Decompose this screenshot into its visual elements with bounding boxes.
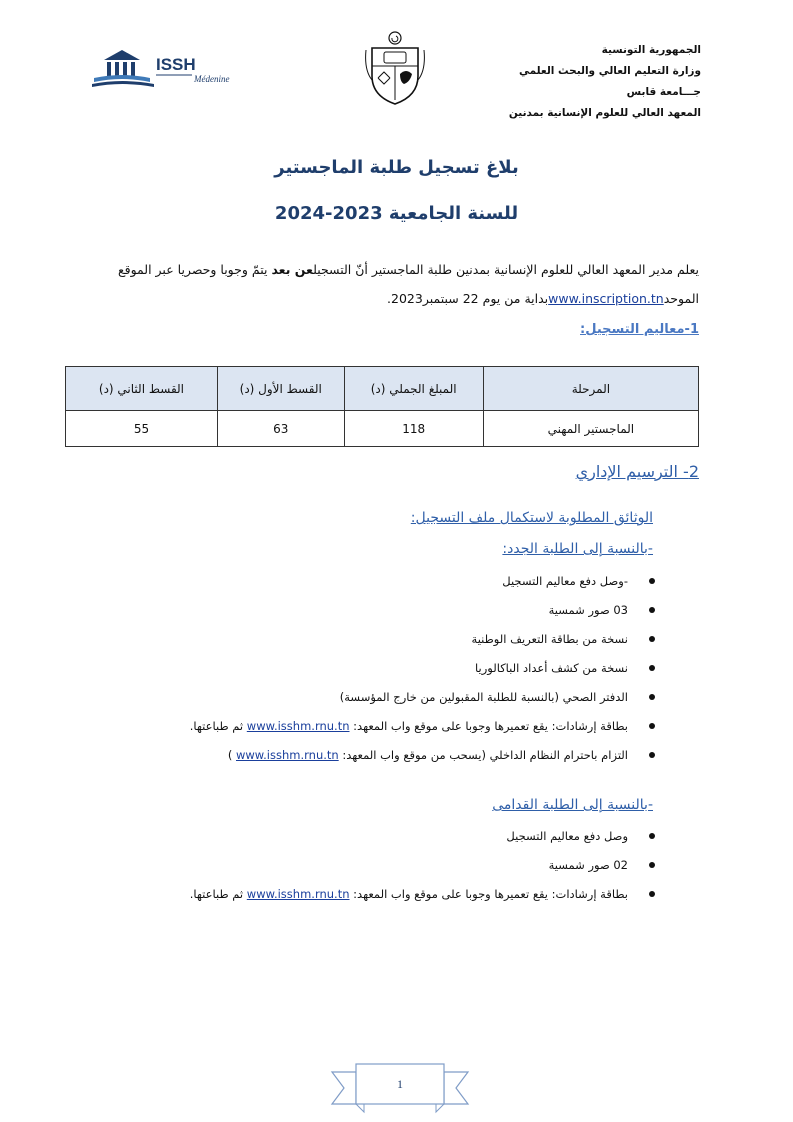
isshm-link[interactable]: www.isshm.rnu.tn bbox=[235, 748, 339, 762]
list-item-text: الدفتر الصحي (بالنسبة للطلبة المقبولين من خارج المؤسسة) bbox=[339, 690, 628, 704]
intro-part3: بداية من يوم 22 سبتمبر2023. bbox=[387, 291, 549, 306]
bullet-icon bbox=[649, 891, 655, 897]
header-line-institute: المعهد العالي للعلوم الإنسانية بمدنين bbox=[508, 107, 701, 119]
intro-part2: يتمّ وجوبا وحصريا عبر الموقع الموحد bbox=[117, 262, 699, 306]
list-item-text: -وصل دفع معاليم التسجيل bbox=[502, 574, 628, 588]
docs-title: الوثائق المطلوبة لاستكمال ملف التسجيل: bbox=[410, 510, 653, 526]
list-item bbox=[190, 855, 628, 884]
intro-paragraph bbox=[94, 255, 699, 313]
header-line-ministry: وزارة التعليم العالي والبحث العلمي bbox=[518, 65, 701, 77]
bullet-icon bbox=[649, 636, 655, 642]
logo-sub-text: Médenine bbox=[194, 74, 230, 84]
list-item bbox=[190, 629, 628, 658]
old-students-title: -بالنسبة إلى الطلبة القدامى bbox=[492, 797, 653, 813]
table-header-total: المبلغ الجملي (د) bbox=[344, 367, 483, 411]
list-item-text: بطاقة إرشادات: يقع تعميرها وجوبا على موقع واب المعهد: bbox=[349, 719, 628, 733]
bullet-icon bbox=[649, 752, 655, 758]
list-item bbox=[190, 687, 628, 716]
list-item-end: ) bbox=[227, 748, 236, 762]
fees-table bbox=[65, 366, 699, 447]
bullet-icon bbox=[649, 723, 655, 729]
intro-part1: يعلم مدير المعهد العالي للعلوم الإنسانية بمدنين طلبة الماجستير أنّ التسجيل bbox=[313, 262, 699, 277]
list-item bbox=[190, 884, 628, 913]
list-item-text: نسخة من بطاقة التعريف الوطنية bbox=[471, 632, 628, 646]
table-cell-stage: الماجستير المهني bbox=[483, 411, 698, 447]
old-students-list bbox=[190, 826, 628, 913]
table-cell-total: 118 bbox=[344, 411, 483, 447]
list-item-text: 02 صور شمسية bbox=[548, 858, 628, 872]
list-item-text: 03 صور شمسية bbox=[548, 603, 628, 617]
list-item-text: التزام باحترام النظام الداخلي (يسحب من موقع واب المعهد: bbox=[338, 748, 628, 762]
table-cell-second: 55 bbox=[66, 411, 218, 447]
logo-main-text: ISSH bbox=[156, 55, 196, 74]
ministry-header bbox=[441, 40, 701, 124]
new-students-list bbox=[190, 571, 628, 774]
header-line-university: جـــامعة قابس bbox=[626, 86, 701, 98]
table-header-first: القسط الأول (د) bbox=[217, 367, 344, 411]
list-item-text: وصل دفع معاليم التسجيل bbox=[506, 829, 628, 843]
list-item bbox=[190, 658, 628, 687]
page-subtitle: للسنة الجامعية 2023-2024 bbox=[274, 203, 519, 224]
bullet-icon bbox=[649, 833, 655, 839]
section2-title: 2- الترسيم الإداري bbox=[575, 462, 699, 481]
list-item bbox=[190, 571, 628, 600]
isshm-link[interactable]: www.isshm.rnu.tn bbox=[246, 887, 350, 901]
bullet-icon bbox=[649, 862, 655, 868]
table-header-second: القسط الثاني (د) bbox=[66, 367, 218, 411]
list-item-text: نسخة من كشف أعداد الباكالوريا bbox=[475, 661, 628, 675]
list-item-end: ثم طباعتها. bbox=[189, 719, 247, 733]
bullet-icon bbox=[649, 578, 655, 584]
new-students-title: -بالنسبة إلى الطلبة الجدد: bbox=[502, 541, 653, 557]
intro-bold: عن بعد bbox=[271, 262, 314, 277]
coat-of-arms-icon bbox=[364, 28, 426, 106]
section1-title: 1-معاليم التسجيل: bbox=[580, 322, 699, 337]
bullet-icon bbox=[649, 694, 655, 700]
list-item bbox=[190, 600, 628, 629]
table-header-stage: المرحلة bbox=[483, 367, 698, 411]
list-item-text: بطاقة إرشادات: يقع تعميرها وجوبا على موقع واب المعهد: bbox=[349, 887, 628, 901]
list-item bbox=[190, 716, 628, 745]
bullet-icon bbox=[649, 607, 655, 613]
page-number: 1 bbox=[397, 1077, 403, 1091]
table-cell-first: 63 bbox=[217, 411, 344, 447]
table-header-row bbox=[66, 367, 699, 411]
header-line-republic: الجمهورية التونسية bbox=[601, 44, 701, 56]
table-row bbox=[66, 411, 699, 447]
institute-logo bbox=[92, 44, 252, 92]
inscription-link[interactable]: www.inscription.tn bbox=[548, 291, 664, 306]
page-number-ribbon bbox=[330, 1060, 470, 1116]
isshm-link[interactable]: www.isshm.rnu.tn bbox=[246, 719, 350, 733]
list-item bbox=[190, 745, 628, 774]
list-item bbox=[190, 826, 628, 855]
bullet-icon bbox=[649, 665, 655, 671]
list-item-end: ثم طباعتها. bbox=[189, 887, 247, 901]
page-title: بلاغ تسجيل طلبة الماجستير bbox=[274, 157, 519, 178]
